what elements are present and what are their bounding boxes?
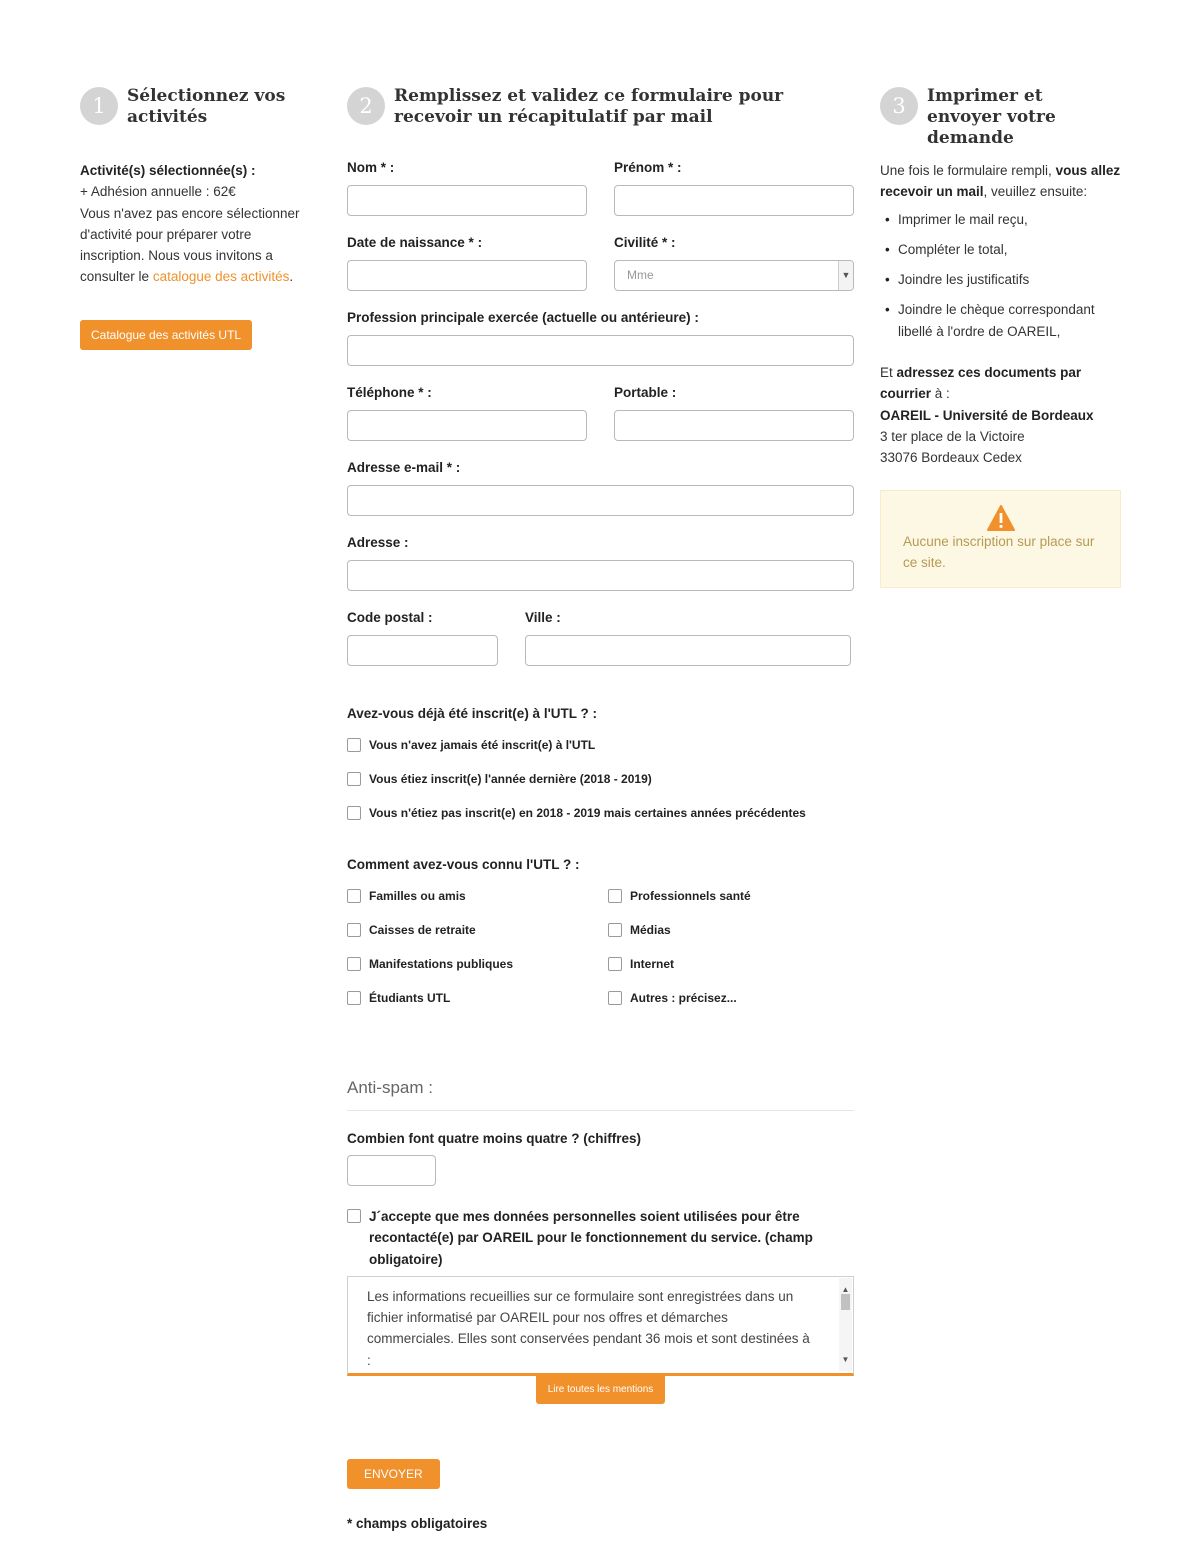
- read-all-mentions-button[interactable]: Lire toutes les mentions: [536, 1376, 666, 1404]
- option-label: Manifestations publiques: [369, 957, 514, 971]
- instruction-list: [880, 209, 1122, 342]
- info-end: .: [289, 269, 294, 285]
- checkbox[interactable]: [347, 889, 361, 903]
- catalog-link[interactable]: catalogue des activités: [152, 269, 290, 285]
- option-label: Étudiants UTL: [369, 991, 451, 1005]
- code-postal-input[interactable]: [347, 635, 498, 666]
- portable-label: Portable :: [614, 385, 677, 400]
- instructions: [880, 160, 1122, 469]
- warning-icon: [987, 505, 1015, 531]
- step3-header: [880, 86, 1122, 148]
- discovery-options: [347, 872, 854, 1008]
- profession-label: Profession principale exercée (actuelle ou antérieure) :: [347, 310, 699, 325]
- antispam-title: Anti-spam :: [347, 1078, 854, 1111]
- adresse-label: Adresse :: [347, 535, 409, 550]
- discovery-option[interactable]: [347, 988, 608, 1008]
- prenom-input[interactable]: [614, 185, 854, 216]
- intro-text: Une fois le formulaire rempli,: [880, 163, 1056, 178]
- step1-header: [80, 86, 312, 134]
- civilite-select[interactable]: [614, 260, 854, 291]
- step1-number: 1: [80, 87, 118, 125]
- step2-column: [347, 86, 854, 1531]
- option-label: Vous n'étiez pas inscrit(e) en 2018 - 2019 mais certaines années précédentes: [369, 806, 806, 820]
- list-item: • Compléter le total,: [880, 239, 1122, 260]
- option-label: Professionnels santé: [630, 889, 751, 903]
- scroll-thumb[interactable]: [841, 1294, 850, 1310]
- scroll-down-icon[interactable]: ▼: [841, 1354, 850, 1364]
- civilite-label: Civilité * :: [614, 235, 676, 250]
- consent-checkbox[interactable]: [347, 1209, 361, 1223]
- warning-box: [880, 490, 1121, 588]
- street-address: 3 ter place de la Victoire: [880, 428, 1025, 444]
- no-activity-text: Vous n'avez pas encore sélectionner d'activité pour préparer votre inscription. Nous vous invitons a consulter le: [80, 205, 300, 285]
- option-label: Vous étiez inscrit(e) l'année dernière (2018 - 2019): [369, 772, 652, 786]
- registration-form: [347, 160, 854, 1531]
- nom-input[interactable]: [347, 185, 587, 216]
- option-label: Médias: [630, 923, 671, 937]
- checkbox[interactable]: [347, 957, 361, 971]
- step2-header: [347, 86, 854, 134]
- checkbox[interactable]: [347, 991, 361, 1005]
- send-button[interactable]: ENVOYER: [347, 1459, 440, 1489]
- option-label: Familles ou amis: [369, 889, 466, 903]
- consent-option[interactable]: [347, 1206, 854, 1270]
- email-input[interactable]: [347, 485, 854, 516]
- checkbox[interactable]: [347, 806, 361, 820]
- checkbox[interactable]: [608, 991, 622, 1005]
- intro-text-end: , veuillez ensuite:: [983, 184, 1088, 200]
- legal-mentions-box[interactable]: [347, 1276, 854, 1376]
- consent-text: J´accepte que mes données personnelles soient utilisées pour être recontacté(e) par OAREIL pour le fonctionnement du service. (champ obligatoire): [369, 1209, 813, 1267]
- prenom-label: Prénom * :: [614, 160, 682, 175]
- checkbox[interactable]: [608, 957, 622, 971]
- discovery-option[interactable]: [608, 954, 854, 974]
- mentions-scrollbar[interactable]: [839, 1278, 852, 1371]
- enrollment-option[interactable]: [347, 803, 854, 823]
- discovery-option[interactable]: [608, 886, 854, 906]
- step3-title: Imprimer et envoyer votre demande: [927, 86, 1056, 148]
- step2-title: Remplissez et validez ce formulaire pour recevoir un récapitulatif par mail: [394, 86, 784, 127]
- send-text-end: à :: [931, 386, 950, 402]
- required-fields-note: * champs obligatoires: [347, 1515, 488, 1531]
- birthdate-input[interactable]: [347, 260, 587, 291]
- discovery-option[interactable]: [347, 954, 608, 974]
- step1-column: [80, 86, 312, 350]
- option-label: Vous n'avez jamais été inscrit(e) à l'UTL: [369, 738, 596, 752]
- chevron-down-icon: ▼: [838, 261, 853, 290]
- code-postal-label: Code postal :: [347, 610, 433, 625]
- telephone-input[interactable]: [347, 410, 587, 441]
- antispam-question: Combien font quatre moins quatre ? (chiffres): [347, 1131, 642, 1146]
- antispam-input[interactable]: [347, 1155, 436, 1186]
- adhesion-line: + Adhésion annuelle : 62€: [80, 184, 236, 200]
- nom-label: Nom * :: [347, 160, 395, 175]
- checkbox[interactable]: [347, 923, 361, 937]
- ville-label: Ville :: [525, 610, 561, 625]
- step2-number: 2: [347, 87, 385, 125]
- discovery-option[interactable]: [347, 886, 608, 906]
- email-label: Adresse e-mail * :: [347, 460, 461, 475]
- organization-name: OAREIL - Université de Bordeaux: [880, 407, 1094, 423]
- checkbox[interactable]: [608, 923, 622, 937]
- list-item: • Joindre le chèque correspondant libellé à l'ordre de OAREIL,: [880, 299, 1122, 342]
- step3-number: 3: [880, 87, 918, 125]
- portable-input[interactable]: [614, 410, 854, 441]
- option-label: Internet: [630, 957, 675, 971]
- list-item: • Joindre les justificatifs: [880, 269, 1122, 290]
- catalog-button[interactable]: Catalogue des activités UTL: [80, 320, 252, 350]
- city-address: 33076 Bordeaux Cedex: [880, 450, 1022, 466]
- ville-input[interactable]: [525, 635, 851, 666]
- step1-title: Sélectionnez vos activités: [127, 86, 286, 127]
- checkbox[interactable]: [347, 772, 361, 786]
- step3-column: [880, 86, 1122, 588]
- enrollment-option[interactable]: [347, 769, 854, 789]
- enrollment-option[interactable]: [347, 735, 854, 755]
- selected-activities-label: Activité(s) sélectionnée(s) :: [80, 163, 256, 178]
- birthdate-label: Date de naissance * :: [347, 235, 483, 250]
- instructions-intro: [880, 160, 1122, 203]
- checkbox[interactable]: [608, 889, 622, 903]
- discovery-question: Comment avez-vous connu l'UTL ? :: [347, 857, 580, 872]
- legal-mentions-text: Les informations recueillies sur ce formulaire sont enregistrées dans un fichier informatisé par OAREIL pour nos offres et démarches commerciales. Elles sont conservées pendant 36 mois et sont destinées à :: [367, 1288, 810, 1368]
- discovery-option[interactable]: [608, 920, 854, 940]
- mailing-address: [880, 362, 1122, 468]
- checkbox[interactable]: [347, 738, 361, 752]
- discovery-option[interactable]: [347, 920, 608, 940]
- telephone-label: Téléphone * :: [347, 385, 432, 400]
- send-bold: adressez ces documents par courrier: [880, 365, 1082, 402]
- option-label: Caisses de retraite: [369, 923, 476, 937]
- option-label: Autres : précisez...: [630, 991, 737, 1005]
- selection-summary: [80, 160, 312, 288]
- profession-input[interactable]: [347, 335, 854, 366]
- previous-enrollment-question: Avez-vous déjà été inscrit(e) à l'UTL ? :: [347, 706, 598, 721]
- civilite-value: Mme: [627, 268, 654, 282]
- list-item: • Imprimer le mail reçu,: [880, 209, 1122, 230]
- discovery-option[interactable]: [608, 988, 854, 1008]
- send-text: Et: [880, 365, 897, 381]
- intro-bold: vous allez recevoir un mail: [880, 163, 1121, 200]
- warning-text: Aucune inscription sur place sur ce site.: [903, 533, 1095, 570]
- scroll-up-icon[interactable]: ▲: [841, 1284, 850, 1294]
- adresse-input[interactable]: [347, 560, 854, 591]
